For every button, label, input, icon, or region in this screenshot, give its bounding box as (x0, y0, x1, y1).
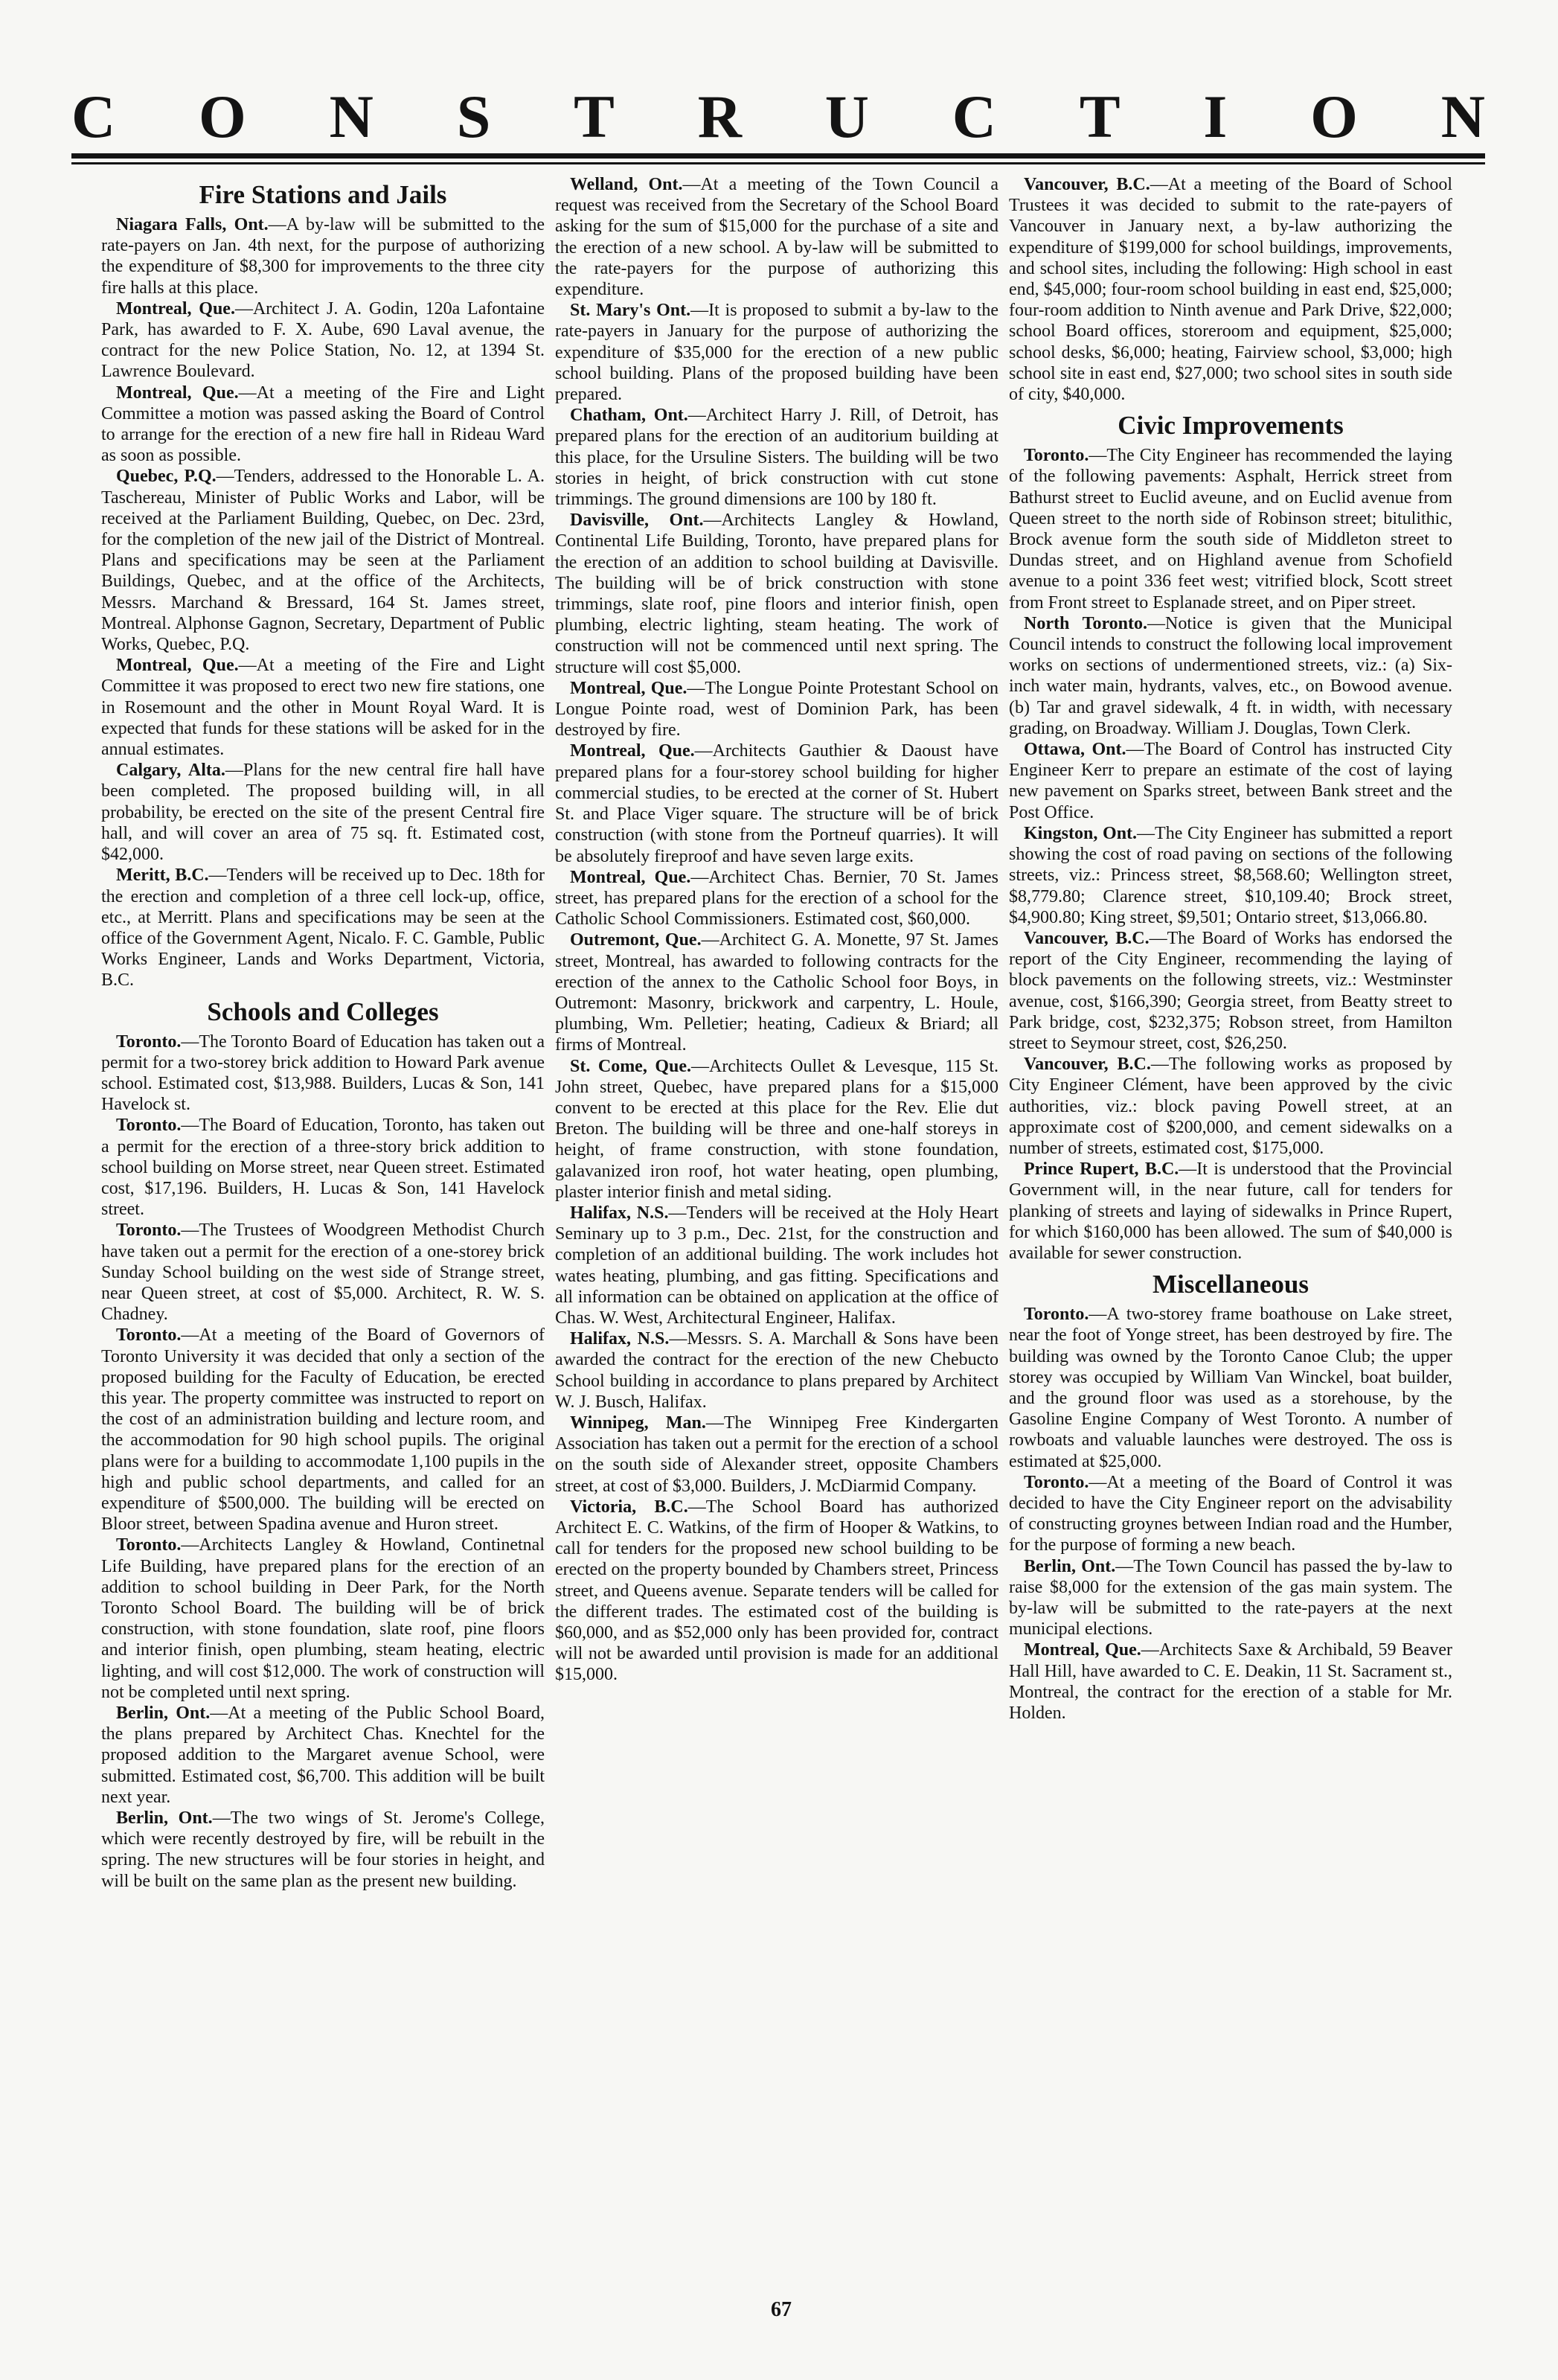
masthead-letter: C (71, 83, 116, 150)
notice-text: —Architect Chas. Bernier, 70 St. James street, has prepared plans for the erection of a school for the Catholic School Commissioners. Estimated cost, $60,000. (555, 867, 998, 930)
notice-item (101, 1220, 545, 1325)
notice-place: Chatham, Ont. (570, 406, 688, 426)
notice-text: —At a meeting of the Board of School Trustees it was decided to submit to the rate-payers of Vancouver in January next, a by-law authorizing the expenditure of $199,000 for school buildings, improvements, and school sites, including the following: High school in east end, $45,000; four-room school building in east end, $25,000; four-room addition to Ninth avenue and Park Drive, $22,000; school Board offices, storeroom and equipment, $25,000; school desks, $6,000; heating, Fairview school, $3,000; high school site in east end, $27,000; two school sites in south side of city, $40,000. (1009, 175, 1452, 405)
notice-place: Calgary, Alta. (116, 761, 225, 781)
notice-text: —At a meeting of the Board of Control it was decided to have the City Engineer report on the advisability of constructing groynes between Indian road and the Humber, for the purpose of forming a new beach. (1009, 1472, 1452, 1555)
notice-place: Toronto. (116, 1221, 182, 1241)
notice-place: Halifax, N.S. (570, 1329, 670, 1349)
notice-place: Davisville, Ont. (570, 511, 704, 531)
notice-place: Berlin, Ont. (116, 1704, 211, 1724)
notice-item (555, 1413, 998, 1497)
masthead-letter: U (824, 83, 869, 150)
notice-item (101, 298, 545, 383)
masthead-letter: N (1440, 83, 1485, 150)
notice-place: Vancouver, B.C. (1024, 928, 1150, 948)
notice-text: —Messrs. S. A. Marchall & Sons have been awarded the contract for the erection of the new Chebucto School building in accordance to plans prepared by Architect W. J. Busch, Halifax. (555, 1329, 998, 1412)
notice-text: —At a meeting of the Board of Governors of Toronto University it was decided that only a section of the proposed building for the Faculty of Education, be erected this year. The property committee was instructed to report on the cost of an administration building and lecture room, and the accommodation for 90 high school pupils. The original plans were for a building to accommodate 1,100 pupils in the high and public school departments, and called for an expenditure of $500,000. The building will be erected on Bloor street, between Spadina avenue and Huron street. (101, 1325, 545, 1535)
notice-item (101, 1115, 545, 1220)
notice-item (555, 740, 998, 866)
notice-item (1009, 613, 1452, 739)
notice-text: —The Board of Works has endorsed the report of the City Engineer, recommending the laying of block pavements on the following streets, viz.: Westminster avenue, cost, $166,390; Georgia street, from Beatty street to Park bridge, cost, $232,375; Robson street, from Hamilton street to Seymour street, cost, $26,250. (1009, 928, 1452, 1053)
notice-text: —Architects Langley & Howland, Continetnal Life Building, have prepared plans for the erection of an addition to school building in Deer Park, for the North Toronto School Board. The building will be of brick construction, with stone foundation, slate roof, pine floors and interior finish, open plumbing, steam heating, electric lighting, and will cost $12,000. The work of construction will not be completed until next spring. (101, 1535, 545, 1702)
notice-place: Berlin, Ont. (1024, 1556, 1116, 1576)
masthead-letter: I (1203, 83, 1228, 150)
notice-place: North Toronto. (1024, 613, 1147, 633)
notice-item (101, 1325, 545, 1535)
notice-item (101, 1031, 545, 1116)
notice-item (1009, 928, 1452, 1054)
notice-text: —At a meeting of the Fire and Light Committee it was proposed to erect two new fire stations, one in Rosemount and the other in Mount Royal Ward. It is expected that funds for these stations will be asked for in the annual estimates. (101, 656, 545, 760)
notice-text: —The Board of Education, Toronto, has taken out a permit for the erection of a three-story brick addition to school building on Morse street, near Queen street. Estimated cost, $17,196. Builders, H. Lucas & Son, 141 Havelock street. (101, 1116, 545, 1220)
notice-text: —At a meeting of the Fire and Light Committee a motion was passed asking the Board of Control to arrange for the erection of a new fire hall in Rideau Ward as soon as possible. (101, 383, 545, 466)
notice-text: —The Longue Pointe Protestant School on Longue Pointe road, west of Dominion Park, has been destroyed by fire. (555, 678, 998, 740)
notice-text: —It is understood that the Provincial Government will, in the near future, call for tenders for planking of streets and laying of sidewalks in Prince Rupert, for which $160,000 has been allowed. The sum of $40,000 is available for sewer construction. (1009, 1159, 1452, 1263)
notice-item (555, 930, 998, 1055)
notice-place: Montreal, Que. (116, 383, 239, 403)
notice-place: Vancouver, B.C. (1024, 1055, 1151, 1075)
masthead-letter: R (697, 83, 742, 150)
notice-text: —Tenders will be received at the Holy Heart Seminary up to 3 p.m., Dec. 21st, for the construction and completion of an additional building. The work includes hot wates heating, plumbing, and gas fitting. Specifications and all information can be obtained on application at the office of Chas. W. West, Architectural Engineer, Halifax. (555, 1203, 998, 1328)
notice-text: —At a meeting of the Town Council a request was received from the Secretary of the School Board asking for the sum of $15,000 for the purchase of a site and the erection of a new school. A by-law will be submitted to the rate-payers for the purpose of authorizing this expenditure. (555, 175, 998, 300)
notice-place: Toronto. (116, 1116, 182, 1136)
notice-item (1009, 739, 1452, 823)
notice-item (1009, 1159, 1452, 1264)
notice-place: Toronto. (116, 1325, 182, 1346)
notice-text: —Notice is given that the Municipal Council intends to construct the following local improvement works on sections of undermentioned streets, viz.: (a) Six-inch water main, hydrants, valves, etc., on Bowood avenue. (b) Tar and gravel sidewalk, 4 ft. in width, with necessary grading, on Broadway. William J. Douglas, Town Clerk. (1009, 613, 1452, 738)
page-number: 67 (771, 2298, 792, 2321)
notice-place: Berlin, Ont. (116, 1808, 213, 1829)
notice-text: —The Winnipeg Free Kindergarten Association has taken out a permit for the erection of a school on the south side of Alexander street, opposite Chambers street, at cost of $3,000. Builders, J. McDiarmid Company. (555, 1413, 998, 1496)
masthead-title (71, 83, 1485, 150)
notice-place: Halifax, N.S. (570, 1203, 669, 1223)
notice-item (555, 1497, 998, 1686)
column-3 (1009, 174, 1452, 2288)
notice-text: —Architect J. A. Godin, 120a Lafontaine Park, has awarded to F. X. Aube, 690 Laval avenue, the contract for the new Police Station, No. 12, at 1394 St. Lawrence Boulevard. (101, 298, 545, 382)
notice-item (1009, 823, 1452, 928)
notice-item (555, 1203, 998, 1328)
notice-item (555, 1056, 998, 1203)
notice-place: Vancouver, B.C. (1024, 175, 1150, 194)
notice-place: Montreal, Que. (1024, 1640, 1141, 1660)
section-heading-misc: Miscellaneous (1153, 1270, 1309, 1299)
notice-place: St. Mary's Ont. (570, 301, 691, 321)
masthead-letter: C (952, 83, 996, 150)
masthead-letter: S (456, 83, 491, 150)
section-heading-fire-stations: Fire Stations and Jails (199, 180, 447, 209)
notice-text: —Tenders will be received up to Dec. 18th for the erection and completion of a three cell lock-up, office, etc., at Merritt. Plans and specifications may be seen at the office of the Government Agent, Nicalo. F. C. Gamble, Public Works Engineer, Lands and Works Department, Victoria, B.C. (101, 866, 545, 991)
notice-place: Toronto. (1024, 1472, 1089, 1492)
masthead-letter: O (199, 83, 246, 150)
notice-item (101, 760, 545, 865)
notice-place: Welland, Ont. (570, 175, 683, 194)
notice-place: Toronto. (116, 1031, 182, 1052)
notice-place: St. Come, Que. (570, 1056, 692, 1076)
notice-place: Montreal, Que. (570, 678, 687, 698)
notice-place: Toronto. (1024, 1305, 1089, 1325)
notice-item (101, 1703, 545, 1808)
notice-item (101, 1808, 545, 1892)
notice-text: —Architect G. A. Monette, 97 St. James street, Montreal, has awarded to following contracts for the erection of the annex to the Catholic School foor Boys, in Outremont: Masonry, brickwork and carpentry, L. Houle, plumbing, Wm. Pelletier; heating, Cadieux & Briard; all firms of Montreal. (555, 930, 998, 1055)
column-2 (555, 174, 998, 2288)
notice-text: —A by-law will be submitted to the rate-payers on Jan. 4th next, for the purpose of authorizing the expenditure of $8,300 for improvements to the three city fire halls at this place. (101, 215, 545, 298)
notice-place: Toronto. (1024, 446, 1089, 466)
notice-place: Montreal, Que. (570, 741, 695, 761)
notice-item (101, 1535, 545, 1703)
notice-place: Kingston, Ont. (1024, 823, 1138, 843)
notice-item (555, 678, 998, 741)
notice-item (101, 466, 545, 655)
notice-text: —Architects Gauthier & Daoust have prepared plans for a four-storey school building for higher commercial studies, to be erected at the corner of St. Hubert St. and Place Viger square. The structure will be of brick construction (with stone from the Portneuf quarries). It will be absolutely fireproof and have seven large exits. (555, 741, 998, 866)
notice-item (1009, 1472, 1452, 1556)
notice-text: —Architects Saxe & Archibald, 59 Beaver Hall Hill, have awarded to C. E. Deakin, 11 St. Sacrament st., Montreal, the contract for the erection of a stable for Mr. Holden. (1009, 1640, 1452, 1724)
notice-item (101, 655, 545, 760)
notice-item (101, 214, 545, 298)
notice-item (101, 865, 545, 991)
notice-place: Victoria, B.C. (570, 1497, 688, 1517)
section-heading-schools: Schools and Colleges (207, 997, 439, 1026)
notice-item (555, 405, 998, 510)
column-1 (101, 174, 545, 2288)
notice-item (1009, 174, 1452, 405)
notice-place: Montreal, Que. (116, 656, 239, 676)
notice-text: —A two-storey frame boathouse on Lake street, near the foot of Yonge street, has been destroyed by fire. The building was owned by the Toronto Canoe Club; the upper storey was occupied by William Van Winckel, boat builder, and the ground floor was used as a storehouse, by the Gasoline Engine Company of West Toronto. A number of rowboats and valuable launches were destroyed. The oss is estimated at $25,000. (1009, 1305, 1452, 1471)
notice-text: —The two wings of St. Jerome's College, which were recently destroyed by fire, will be rebuilt in the spring. The new structures will be four stories in height, and will be built on the same plan as the present new building. (101, 1808, 545, 1891)
notice-text: —The following works as proposed by City Engineer Clément, have been approved by the civic authorities, viz.: block paving Powell street, at an approximate cost of $200,000, and cement sidewalks on a number of streets, estimated cost, $175,000. (1009, 1055, 1452, 1158)
notice-text: —Architects Langley & Howland, Continental Life Building, Toronto, have prepared plans for the erection of an addition to school building at Davisville. The building will be of brick construction with stone trimmings, slate roof, pine floors and interior finish, open plumbing, electric lighting, steam heating. The work of construction will not be commenced until next spring. The structure will cost $5,000. (555, 511, 998, 677)
notice-item (101, 383, 545, 467)
notice-item (555, 867, 998, 930)
notice-text: —Architects Oullet & Levesque, 115 St. John street, Quebec, have prepared plans for a $15,000 convent to be erected at this place for the Rev. Elie dut Breton. The building will be three and one-half storeys in height, of frame construction, with stone foundation, galavanized iron roof, hot water heating, open plumbing, plaster interior finish and metal siding. (555, 1056, 998, 1202)
masthead-letter: T (574, 83, 615, 150)
section-heading-civic: Civic Improvements (1118, 411, 1344, 441)
notice-item (1009, 445, 1452, 613)
notice-place: Toronto. (116, 1535, 182, 1555)
notice-text: —It is proposed to submit a by-law to the rate-payers in January for the purpose of authorizing the expenditure of $35,000 for the erection of a new public school building. Plans of the proposed building have been prepared. (555, 301, 998, 405)
notice-place: Montreal, Que. (570, 867, 691, 887)
notice-text: —The Town Council has passed the by-law to raise $8,000 for the extension of the gas main system. The by-law will be submitted to the rate-payers at the next municipal elections. (1009, 1556, 1452, 1640)
notice-text: —The Toronto Board of Education has taken out a permit for a two-storey brick addition to Howard Park avenue school. Estimated cost, $13,988. Builders, Lucas & Son, 141 Havelock st. (101, 1031, 545, 1115)
masthead-letter: O (1310, 83, 1358, 150)
notice-item (555, 174, 998, 300)
notice-place: Quebec, P.Q. (116, 467, 217, 487)
notice-place: Winnipeg, Man. (570, 1413, 706, 1433)
notice-place: Montreal, Que. (116, 298, 235, 319)
notice-item (1009, 1640, 1452, 1724)
masthead-rule-thick (71, 153, 1485, 159)
notice-text: —The City Engineer has submitted a report showing the cost of road paving on sections of the following streets, viz.: Princess street, $8,568.60; Wellington street, $8,779.80; Clarence street, $10,109.40; Brock street, $4,900.80; King street, $9,501; Ontario street, $13,066.80. (1009, 823, 1452, 927)
notice-item (555, 1328, 998, 1413)
notice-item (1009, 1054, 1452, 1159)
notice-text: —The City Engineer has recommended the laying of the following pavements: Asphalt, Herrick street from Bathurst street to Euclid aveune, and on Euclid avenue from Queen street to the north side of Robinson street; bitulithic, Brock avenue form the south side of Middleton street to Dundas street, and on Highland avenue from Schofield avenue to a point 336 feet west; vitrified block, Scott street from Front street to Esplanade street, and on Piper street. (1009, 446, 1452, 612)
notice-place: Niagara Falls, Ont. (116, 215, 269, 234)
masthead (71, 83, 1485, 150)
notice-text: —The Trustees of Woodgreen Methodist Church have taken out a permit for the erection of a one-storey brick Sunday School building on the west side of Strange street, near Queen street, at cost of $5,000. Architect, R. W. S. Chadney. (101, 1221, 545, 1325)
notice-text: —Tenders, addressed to the Honorable L. A. Taschereau, Minister of Public Works and Labor, will be received at the Parliament Building, Quebec, on Dec. 23rd, for the completion of the new jail of the District of Montreal. Plans and specifications may be seen at the Parliament Buildings, Quebec, and at the office of the Architects, Messrs. Marchand & Bressard, 164 St. James street, Montreal. Alphonse Gagnon, Secretary, Department of Public Works, Quebec, P.Q. (101, 467, 545, 655)
notice-text: —Architect Harry J. Rill, of Detroit, has prepared plans for the erection of an auditorium building at this place, for the Ursuline Sisters. The building will be two stories in height, of brick construction with cut stone trimmings. The ground dimensions are 100 by 180 ft. (555, 406, 998, 510)
masthead-letter: N (329, 83, 374, 150)
masthead-letter: T (1079, 83, 1121, 150)
notice-place: Ottawa, Ont. (1024, 740, 1126, 760)
notice-item (1009, 1556, 1452, 1640)
notice-text: —At a meeting of the Public School Board, the plans prepared by Architect Chas. Knechtel for the proposed addition to the Margaret avenue School, were submitted. Estimated cost, $6,700. This addition will be built next year. (101, 1704, 545, 1807)
notice-item (555, 510, 998, 678)
notice-text: —The Board of Control has instructed City Engineer Kerr to prepare an estimate of the cost of laying new pavement on Sparks street, between Bank street and the Post Office. (1009, 740, 1452, 822)
notice-text: —The School Board has authorized Architect E. C. Watkins, of the firm of Hooper & Watkins, to call for tenders for the proposed new school building to be erected on the property bounded by Chambers street, Princess street, and Queens avenue. Separate tenders will be called for the different trades. The estimated cost of the building is $60,000, and as $52,000 only has been provided for, contract will not be awarded until provision is made for an additional $15,000. (555, 1497, 998, 1685)
notice-item (1009, 1304, 1452, 1472)
masthead-rule-thin (71, 162, 1485, 164)
notice-place: Prince Rupert, B.C. (1024, 1159, 1179, 1180)
notice-text: —Plans for the new central fire hall have been completed. The proposed building will, in all probability, be erected on the site of the present Central fire hall, and will cover an area of 75 sq. ft. Estimated cost, $42,000. (101, 761, 545, 865)
notice-place: Outremont, Que. (570, 930, 702, 950)
notice-item (555, 300, 998, 405)
notice-place: Meritt, B.C. (116, 866, 209, 886)
